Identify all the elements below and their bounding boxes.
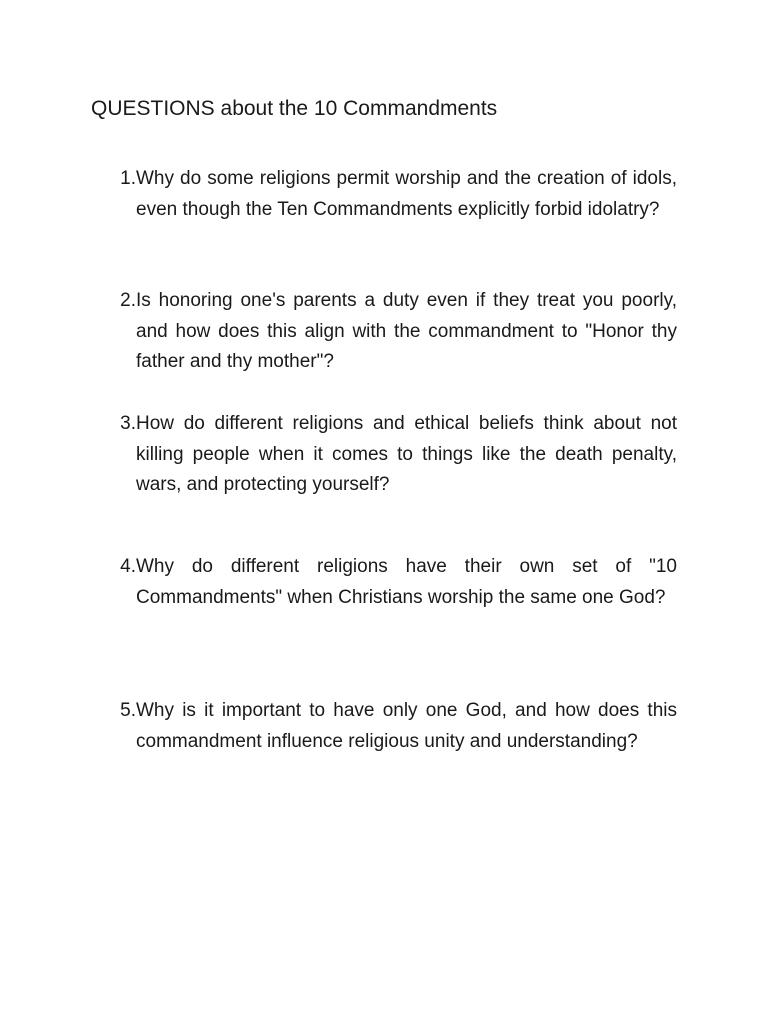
question-number: 4. bbox=[120, 556, 136, 577]
question-text: Why is it important to have only one God, and how does this commandment influence religious unity and understanding? bbox=[136, 700, 677, 752]
question-number: 5. bbox=[120, 700, 136, 721]
question-number: 3. bbox=[120, 413, 136, 434]
question-text: Is honoring one's parents a duty even if they treat you poorly, and how does this align with the commandment to "Honor thy father and thy mother"? bbox=[136, 290, 677, 372]
question-text: How do different religions and ethical beliefs think about not killing people when it comes to things like the death penalty, wars, and protecting yourself? bbox=[136, 413, 677, 495]
question-text: Why do some religions permit worship and the creation of idols, even though the Ten Commandments explicitly forbid idolatry? bbox=[136, 168, 677, 220]
question-text: Why do different religions have their own set of "10 Commandments" when Christians worship the same one God? bbox=[136, 556, 677, 608]
question-number: 2. bbox=[120, 290, 136, 311]
question-number: 1. bbox=[120, 168, 136, 189]
page-title: QUESTIONS about the 10 Commandments bbox=[91, 97, 498, 120]
